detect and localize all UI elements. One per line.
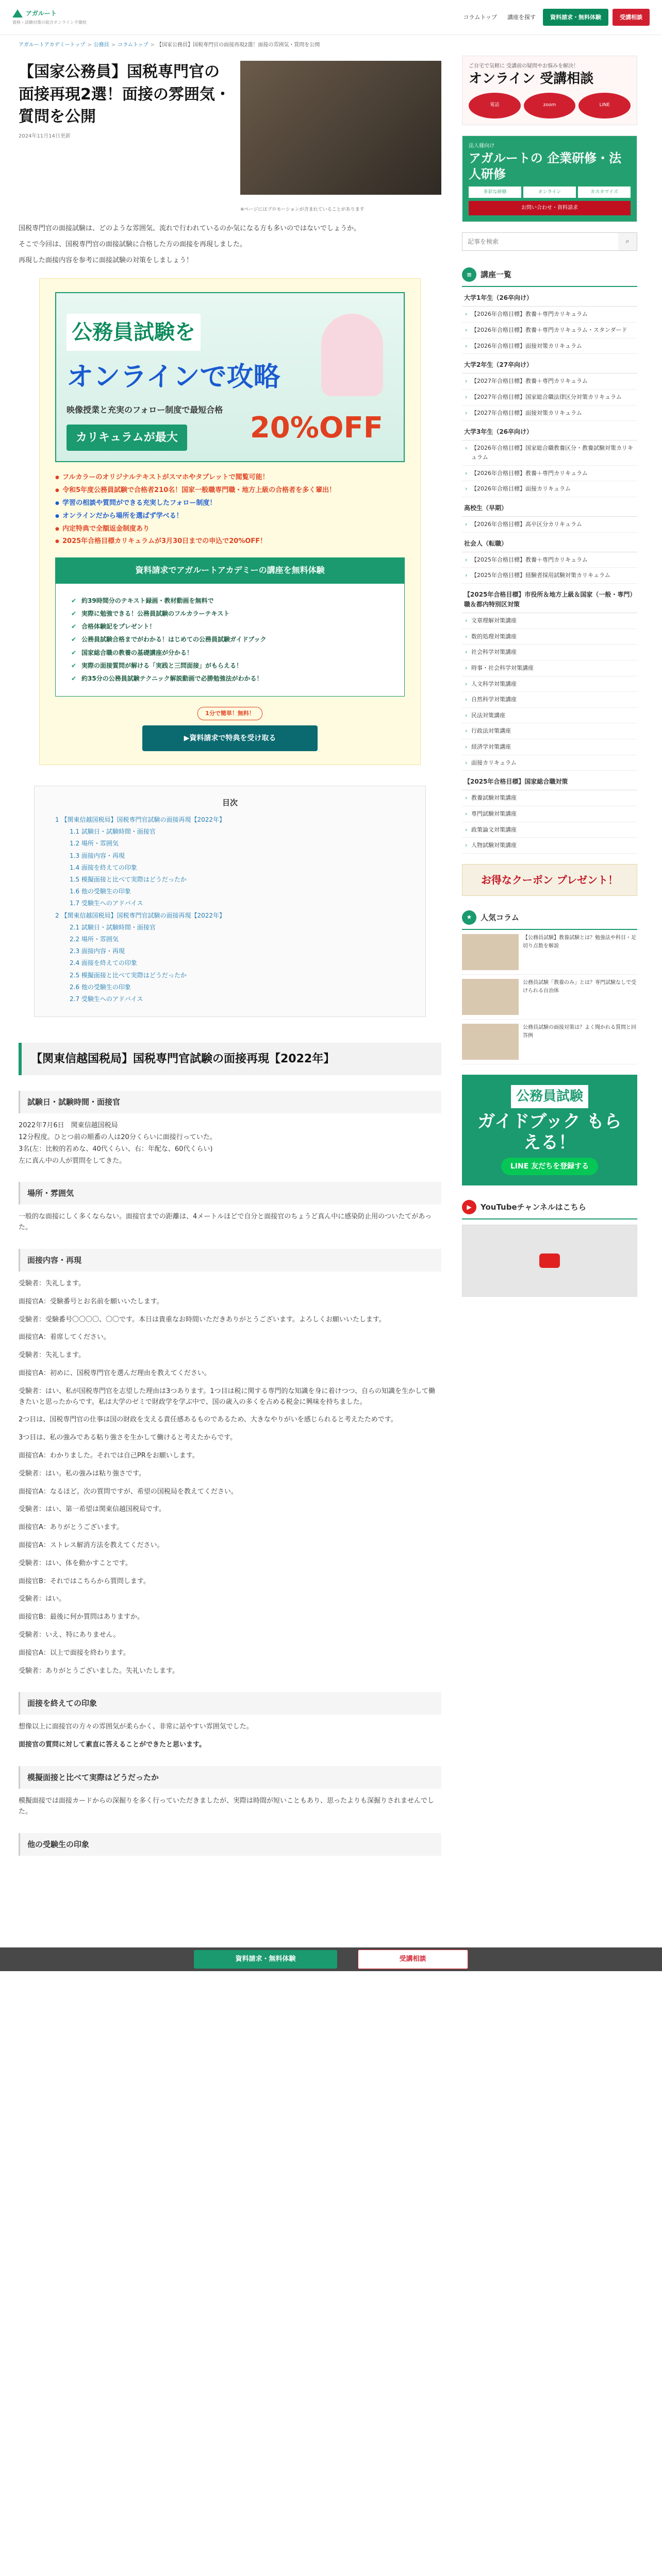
- category-link[interactable]: › 社会科学対策講座: [462, 645, 637, 660]
- paragraph: 3名(左：比較的若めな、40代くらい、右：年配な、60代くらい): [19, 1145, 213, 1153]
- promo-cta: [55, 707, 405, 751]
- category-link[interactable]: › 【2026年合格目標】教養＋専門カリキュラム: [462, 307, 637, 323]
- ad-tag: 多彩な研修: [469, 187, 521, 198]
- dialogue-line: 受験者：ありがとうございました。失礼いたします。: [19, 1667, 179, 1675]
- category-link[interactable]: › 人文科学対策講座: [462, 676, 637, 692]
- breadcrumb-current: 【国家公務員】国税専門官の面接再現2選！面接の雰囲気・質問を公開: [156, 42, 320, 48]
- sidebar-corporate-ad[interactable]: [462, 135, 637, 223]
- toc-item[interactable]: 1.5 模擬面接と比べて実際はどうだったか: [70, 876, 187, 883]
- header-nav: [460, 9, 650, 26]
- category-link[interactable]: › 専門試験対策講座: [462, 806, 637, 822]
- popular-heading: [462, 906, 637, 930]
- free-trial-item: ✔ 約35分の公務員試験テクニック解説動画で必勝勉強法がわかる！: [71, 674, 389, 684]
- popular-item-title: 公務員試験の面接対策は？よく聞かれる質問と回答例: [523, 1024, 636, 1039]
- category-link[interactable]: › 行政法対策講座: [462, 723, 637, 739]
- dialogue-line: 面接官A：わかりました。それでは自己PRをお願いします。: [19, 1452, 199, 1460]
- promo-cta-button[interactable]: ▶資料請求で特典を受け取る: [142, 725, 318, 751]
- search-icon[interactable]: ⌕: [618, 233, 637, 250]
- category-group: [462, 536, 637, 584]
- dialogue-line: 面接官A：ストレス解消方法を教えてください。: [19, 1541, 164, 1549]
- category-link[interactable]: › 【2026年合格目標】高卒区分カリキュラム: [462, 517, 637, 533]
- subheading-others: 他の受験生の印象: [19, 1833, 441, 1856]
- subheading-exam: 試験日・試験時間・面接官: [19, 1091, 441, 1113]
- youtube-section: [462, 1196, 637, 1297]
- category-link[interactable]: › 【2025年合格目標】経験者採用試験対策カリキュラム: [462, 568, 637, 584]
- ad-tag: カスタマイズ: [578, 187, 631, 198]
- subheading-impression: 面接を終えての印象: [19, 1692, 441, 1715]
- youtube-title: YouTubeチャンネルはこちら: [481, 1202, 586, 1212]
- line-icon: LINE: [578, 93, 631, 118]
- line-add-button[interactable]: LINE 友だちを登録する: [501, 1158, 598, 1175]
- toc-item[interactable]: 1.3 面接内容・再現: [70, 852, 125, 859]
- toc-item[interactable]: 1 【関東信越国税局】国税専門官試験の面接再現【2022年】: [55, 816, 225, 824]
- category-link[interactable]: › 【2026年合格目標】教養＋専門カリキュラム: [462, 466, 637, 482]
- toc-item[interactable]: 2.1 試験日・試験時間・面接官: [70, 923, 156, 931]
- banner-discount: 20%OFF: [250, 411, 383, 445]
- intro-paragraph: そこで今回は、国税専門官の面接試験に合格した方の面接を再現しました。: [19, 240, 247, 248]
- category-link[interactable]: › 【2025年合格目標】教養＋専門カリキュラム: [462, 552, 637, 568]
- table-of-contents: [34, 786, 426, 1017]
- toc-item[interactable]: 2.6 他の受験生の印象: [70, 983, 131, 991]
- category-group-title: 大学2年生（27卒向け）: [462, 357, 637, 374]
- breadcrumb-separator: >: [111, 42, 115, 48]
- category-link[interactable]: › 教養試験対策講座: [462, 790, 637, 806]
- dialogue-line: 面接官A：以上で面接を終わります。: [19, 1649, 130, 1657]
- toc-item[interactable]: 2.5 模擬面接と比べて実際はどうだったか: [70, 971, 187, 979]
- play-icon: [539, 1253, 560, 1268]
- dialogue-line: 受験者：はい、体を動かすことです。: [19, 1559, 132, 1567]
- section-body: [19, 1091, 441, 1855]
- promo-point: ● 令和5年度公務員試験で合格者210名！国家一般職専門職・地方上級の合格者を多く輩出！: [55, 485, 405, 496]
- paragraph: 左に真ん中の人が質問をしてきた。: [19, 1157, 126, 1165]
- breadcrumb-item[interactable]: 公務員: [93, 42, 109, 48]
- image-caption: ※ページにはプロモーションが含まれていることがあります: [240, 207, 365, 212]
- popular-item-title: 公務員試験「教養のみ」とは？専門試験なしで受けられる自治体: [523, 979, 636, 994]
- dialogue-line: 3つ目は、私の強みである粘り強さを生かして働けると考えたからです。: [19, 1434, 237, 1442]
- intro-paragraph: 国税専門官の面接試験は、どのような雰囲気、流れで行われているのか気になる方も多いのではないでしょうか。: [19, 225, 361, 232]
- promo-banner[interactable]: [55, 292, 405, 462]
- promo-points: [55, 472, 405, 547]
- guide-title: 公務員試験: [511, 1085, 588, 1109]
- dialogue-line: 面接官B：それではこちらから質問します。: [19, 1577, 150, 1585]
- category-group: [462, 357, 637, 421]
- site-header: [0, 0, 662, 35]
- free-trial-item: ✔ 実際に勉強できる！公務員試験のフルカラーテキスト: [71, 609, 389, 619]
- popular-title: 人気コラム: [481, 912, 519, 922]
- list-icon: ≡: [462, 267, 476, 282]
- coupon-ad[interactable]: [462, 864, 637, 896]
- categories-heading: [462, 263, 637, 287]
- category-link[interactable]: › 【2026年合格目標】面接カリキュラム: [462, 481, 637, 497]
- dialogue-line: 受験者：いえ、特にありません。: [19, 1631, 120, 1639]
- search-input[interactable]: [462, 233, 618, 250]
- category-link[interactable]: › 民法対策講座: [462, 708, 637, 724]
- thumbnail: [462, 979, 519, 1015]
- category-link[interactable]: › 面接カリキュラム: [462, 755, 637, 771]
- float-free-trial-button[interactable]: 資料請求・無料体験: [194, 1950, 337, 1969]
- category-link[interactable]: › 数的処理対策講座: [462, 629, 637, 645]
- floating-cta-bar: [0, 1947, 662, 1971]
- category-link[interactable]: › 経済学対策講座: [462, 739, 637, 755]
- category-link[interactable]: › 自然科学対策講座: [462, 692, 637, 708]
- subheading-place: 場所・雰囲気: [19, 1182, 441, 1205]
- toc-item[interactable]: 2.2 場所・雰囲気: [70, 935, 119, 943]
- promo-point: ● 学習の相談や質問ができる充実したフォロー制度！: [55, 498, 405, 509]
- toc-item[interactable]: 2 【関東信越国税局】国税専門官試験の面接再現【2022年】: [55, 911, 225, 919]
- intro-paragraph: 再現した面接内容を参考に面接試験の対策をしましょう！: [19, 256, 193, 264]
- ad-subtitle: 法人様向け: [469, 143, 494, 149]
- toc-item[interactable]: 1.1 試験日・試験時間・面接官: [70, 828, 156, 836]
- ad-tag: オンライン: [523, 187, 576, 198]
- category-group-title: 大学3年生（26卒向け）: [462, 424, 637, 440]
- subheading-qa: 面接内容・再現: [19, 1249, 441, 1272]
- crown-icon: ★: [462, 910, 476, 925]
- guide-subtitle: ガイドブック もらえる！: [477, 1111, 622, 1154]
- popular-list: [462, 930, 637, 1064]
- paragraph: 想像以上に面接官の方々の雰囲気が柔らかく、非常に話やすい雰囲気でした。: [19, 1723, 253, 1731]
- promo-point: ● 2025年合格目標カリキュラムが3月30日までの申込で20%OFF！: [55, 536, 405, 547]
- dialogue-line: 受験者：はい。: [19, 1595, 66, 1603]
- category-link[interactable]: › 時事・社会科学対策講座: [462, 660, 637, 676]
- free-trial-item: ✔ 実際の面接質問が解ける「実践と三問面接」がもらえる！: [71, 661, 389, 671]
- ad-subtitle: ご自宅で気軽に 受講前の疑問やお悩みを解決！: [469, 63, 579, 69]
- toc-item[interactable]: 1.6 他の受験生の印象: [70, 888, 131, 895]
- category-group-title: 社会人（転職）: [462, 536, 637, 552]
- paragraph: 一般的な面接にしく多くならない。面接官までの距離は、4メートルほどで自分と面接官のちょうど真ん中に感染防止用のついたてがあった。: [19, 1213, 432, 1232]
- youtube-heading: [462, 1196, 637, 1219]
- category-link[interactable]: › 人物試験対策講座: [462, 838, 637, 854]
- site-logo[interactable]: [12, 9, 105, 26]
- toc-item[interactable]: 2.4 面接を終えての印象: [70, 959, 137, 967]
- paragraph: 面接官の質問に対して素直に答えることができたと思います。: [19, 1741, 206, 1749]
- category-group: [462, 774, 637, 854]
- promo-cta-badge: 1分で簡単！無料！: [197, 707, 262, 720]
- dialogue-line: 受験者：失礼します。: [19, 1280, 85, 1288]
- thumbnail: [462, 1024, 519, 1060]
- category-link[interactable]: › 【2027年合格目標】国家総合職法律区分対策カリキュラム: [462, 389, 637, 405]
- breadcrumb-separator: >: [87, 42, 92, 48]
- logo-subtitle: 資格・試験対策の総合オンライン予備校: [12, 20, 87, 25]
- float-consult-button[interactable]: 受講相談: [358, 1950, 468, 1970]
- paragraph: 模擬面接では面接カードからの深掘りを多く行っていただきましたが、実際は時間が短いこともあり、思ったよりも深掘りされませんでした。: [19, 1797, 435, 1816]
- banner-line1: 公務員試験を: [67, 314, 201, 351]
- toc-item[interactable]: 2.7 受験生へのアドバイス: [70, 995, 143, 1003]
- free-trial-item: ✔ 合格体験記をプレゼント！: [71, 622, 389, 632]
- dialogue-line: 面接官A：なるほど。次の質問ですが、希望の国税局を教えてください。: [19, 1487, 238, 1496]
- category-link[interactable]: › 【2027年合格目標】教養＋専門カリキュラム: [462, 374, 637, 389]
- promo-point: ● フルカラーのオリジナルテキストがスマホやタブレットで閲覧可能！: [55, 472, 405, 483]
- category-group: [462, 587, 637, 771]
- banner-line2: オンラインで攻略: [67, 362, 280, 393]
- banner-line3: 映像授業と充実のフォロー制度で最短合格: [67, 404, 223, 415]
- promo-point: ● 内定特典で全額返金制度あり: [55, 524, 405, 535]
- article-title: 【国家公務員】国税専門官の面接再現2選！面接の雰囲気・質問を公開: [19, 63, 230, 126]
- phone-icon: 電話: [469, 93, 521, 118]
- category-group: [462, 290, 637, 354]
- category-group: [462, 500, 637, 533]
- article-hero: [19, 56, 441, 212]
- category-link[interactable]: › 【2026年合格目標】教養＋専門カリキュラム・スタンダード: [462, 323, 637, 338]
- breadcrumb-item[interactable]: アガルートアカデミートップ: [19, 42, 86, 48]
- ad-title: オンライン 受講相談: [469, 71, 594, 87]
- sidebar: [462, 56, 637, 1856]
- dialogue-line: 受験者：はい。私の強みは粘り強さです。: [19, 1469, 145, 1478]
- header-free-trial-button[interactable]: 資料請求・無料体験: [543, 9, 608, 26]
- thumbnail: [462, 934, 519, 970]
- article-intro: [19, 224, 441, 266]
- popular-item[interactable]: [462, 1020, 637, 1064]
- toc-item[interactable]: 2.3 面接内容・再現: [70, 947, 125, 955]
- free-trial-heading: 資料請求でアガルートアカデミーの講座を無料体験: [55, 557, 405, 583]
- paragraph: 12分程度。ひとつ前の順番の人は20分くらいに面接行っていた。: [19, 1133, 217, 1142]
- popular-item[interactable]: [462, 930, 637, 975]
- category-group-title: 【2025年合格目標】国家総合職対策: [462, 774, 637, 790]
- header-consult-button[interactable]: 受講相談: [613, 9, 650, 26]
- free-trial-item: ✔ 約39時間分のテキスト録画・教材動画を無料で: [71, 596, 389, 606]
- dialogue-line: 面接官A：着席してください。: [19, 1333, 110, 1342]
- dialogue-line: 面接官A：初めに、国税専門官を選んだ理由を教えてください。: [19, 1369, 211, 1378]
- free-trial-item: ✔ 国家総合職の教養の基礎講座が分かる！: [71, 648, 389, 658]
- youtube-video[interactable]: [462, 1225, 637, 1297]
- promo-point: ● オンラインだから場所を選ばず学べる！: [55, 511, 405, 522]
- category-link[interactable]: › 【2026年合格目標】国家総合職教養区分・教養試験対策カリキュラム: [462, 440, 637, 465]
- search-box: [462, 232, 637, 251]
- toc-item[interactable]: 1.4 面接を終えての印象: [70, 863, 137, 871]
- logo-mark-icon: [12, 9, 23, 18]
- promo-box: [39, 278, 421, 765]
- guidebook-ad[interactable]: [462, 1075, 637, 1186]
- dialogue-line: 受験者：受験番号〇〇〇〇、〇〇です。本日は貴重なお時間いただきありがとうございます。よろしくお願いいたします。: [19, 1315, 386, 1324]
- category-link[interactable]: › 文章理解対策講座: [462, 613, 637, 629]
- toc-list: [55, 815, 405, 1004]
- ad-more-button[interactable]: お問い合わせ・資料請求: [469, 201, 631, 215]
- logo-name: アガルート: [26, 9, 57, 17]
- breadcrumb-separator: >: [150, 42, 155, 48]
- category-group: [462, 424, 637, 497]
- sidebar-consult-ad[interactable]: [462, 56, 637, 125]
- dialogue-line: 受験者：はい、第一希望は関東信越国税局です。: [19, 1505, 166, 1514]
- free-trial-list: [55, 583, 405, 697]
- paragraph: 2022年7月6日 関東信越国税局: [19, 1122, 118, 1130]
- article-hero-image: [240, 61, 441, 212]
- category-link[interactable]: › 【2026年合格目標】面接対策カリキュラム: [462, 338, 637, 354]
- toc-title: 目次: [222, 798, 238, 808]
- category-group-title: 【2025年合格目標】市役所＆地方上級＆国家（一般・専門）職＆都内特別区対策: [462, 587, 637, 613]
- dialogue-line: 2つ目は、国税専門官の仕事は国の財政を支える責任感あるものであるため、大きなやりがいを感じられると考えたためです。: [19, 1416, 398, 1424]
- free-trial-item: ✔ 公務員試験合格までがわかる！はじめての公務員試験ガイドブック: [71, 635, 389, 645]
- mascot-illustration: [321, 314, 383, 396]
- dialogue-line: 受験者：失礼します。: [19, 1351, 85, 1360]
- coupon-text: お得なクーポン プレゼント！: [481, 873, 619, 886]
- qa-list: [19, 1279, 441, 1676]
- popular-item[interactable]: [462, 975, 637, 1020]
- category-group-title: 高校生（早期）: [462, 500, 637, 517]
- breadcrumb-item[interactable]: コラムトップ: [117, 42, 148, 48]
- ad-title: アガルートの 企業研修・法人研修: [469, 150, 622, 181]
- category-link[interactable]: › 【2027年合格目標】面接対策カリキュラム: [462, 405, 637, 421]
- dialogue-line: 面接官B：最後に何か質問はありますか。: [19, 1613, 144, 1621]
- toc-item[interactable]: 1.7 受験生へのアドバイス: [70, 900, 143, 907]
- youtube-icon: ▶: [462, 1200, 476, 1214]
- nav-find-course[interactable]: 講座を探す: [507, 13, 536, 21]
- categories-title: 講座一覧: [481, 270, 512, 280]
- subheading-mock: 模擬面接と比べて実際はどうだったか: [19, 1766, 441, 1789]
- toc-item[interactable]: 1.2 場所・雰囲気: [70, 840, 119, 848]
- popular-item-title: 【公務員試験】教養試験とは？勉強法や科目・足切り点数を解説: [523, 935, 636, 949]
- zoom-icon: zoom: [524, 93, 576, 118]
- category-group-title: 大学1年生（26卒向け）: [462, 290, 637, 307]
- category-list: [462, 290, 637, 854]
- dialogue-line: 受験者：はい、私が国税専門官を志望した理由は3つあります。1つ目は税に関する専門的な知識を身に着けつつ、自らの知識を生かして働きたいと思ったからです。私は大学のゼミで財政学を学ぶ中で、国の歳入の多くを占める税金に興味を持ちました。: [19, 1387, 435, 1406]
- nav-column-top[interactable]: コラムトップ: [463, 13, 497, 21]
- article-main: [19, 56, 441, 1856]
- section-heading: 【関東信越国税局】国税専門官試験の面接再現【2022年】: [19, 1043, 441, 1075]
- category-link[interactable]: › 政策論文対策講座: [462, 822, 637, 838]
- dialogue-line: 面接官A：ありがとうございます。: [19, 1523, 123, 1532]
- dialogue-line: 面接官A：受験番号とお名前を願いいたします。: [19, 1297, 163, 1306]
- article-date: 2024年11月14日更新: [19, 133, 71, 139]
- banner-cta: カリキュラムが最大: [67, 425, 187, 451]
- breadcrumb: [0, 35, 662, 56]
